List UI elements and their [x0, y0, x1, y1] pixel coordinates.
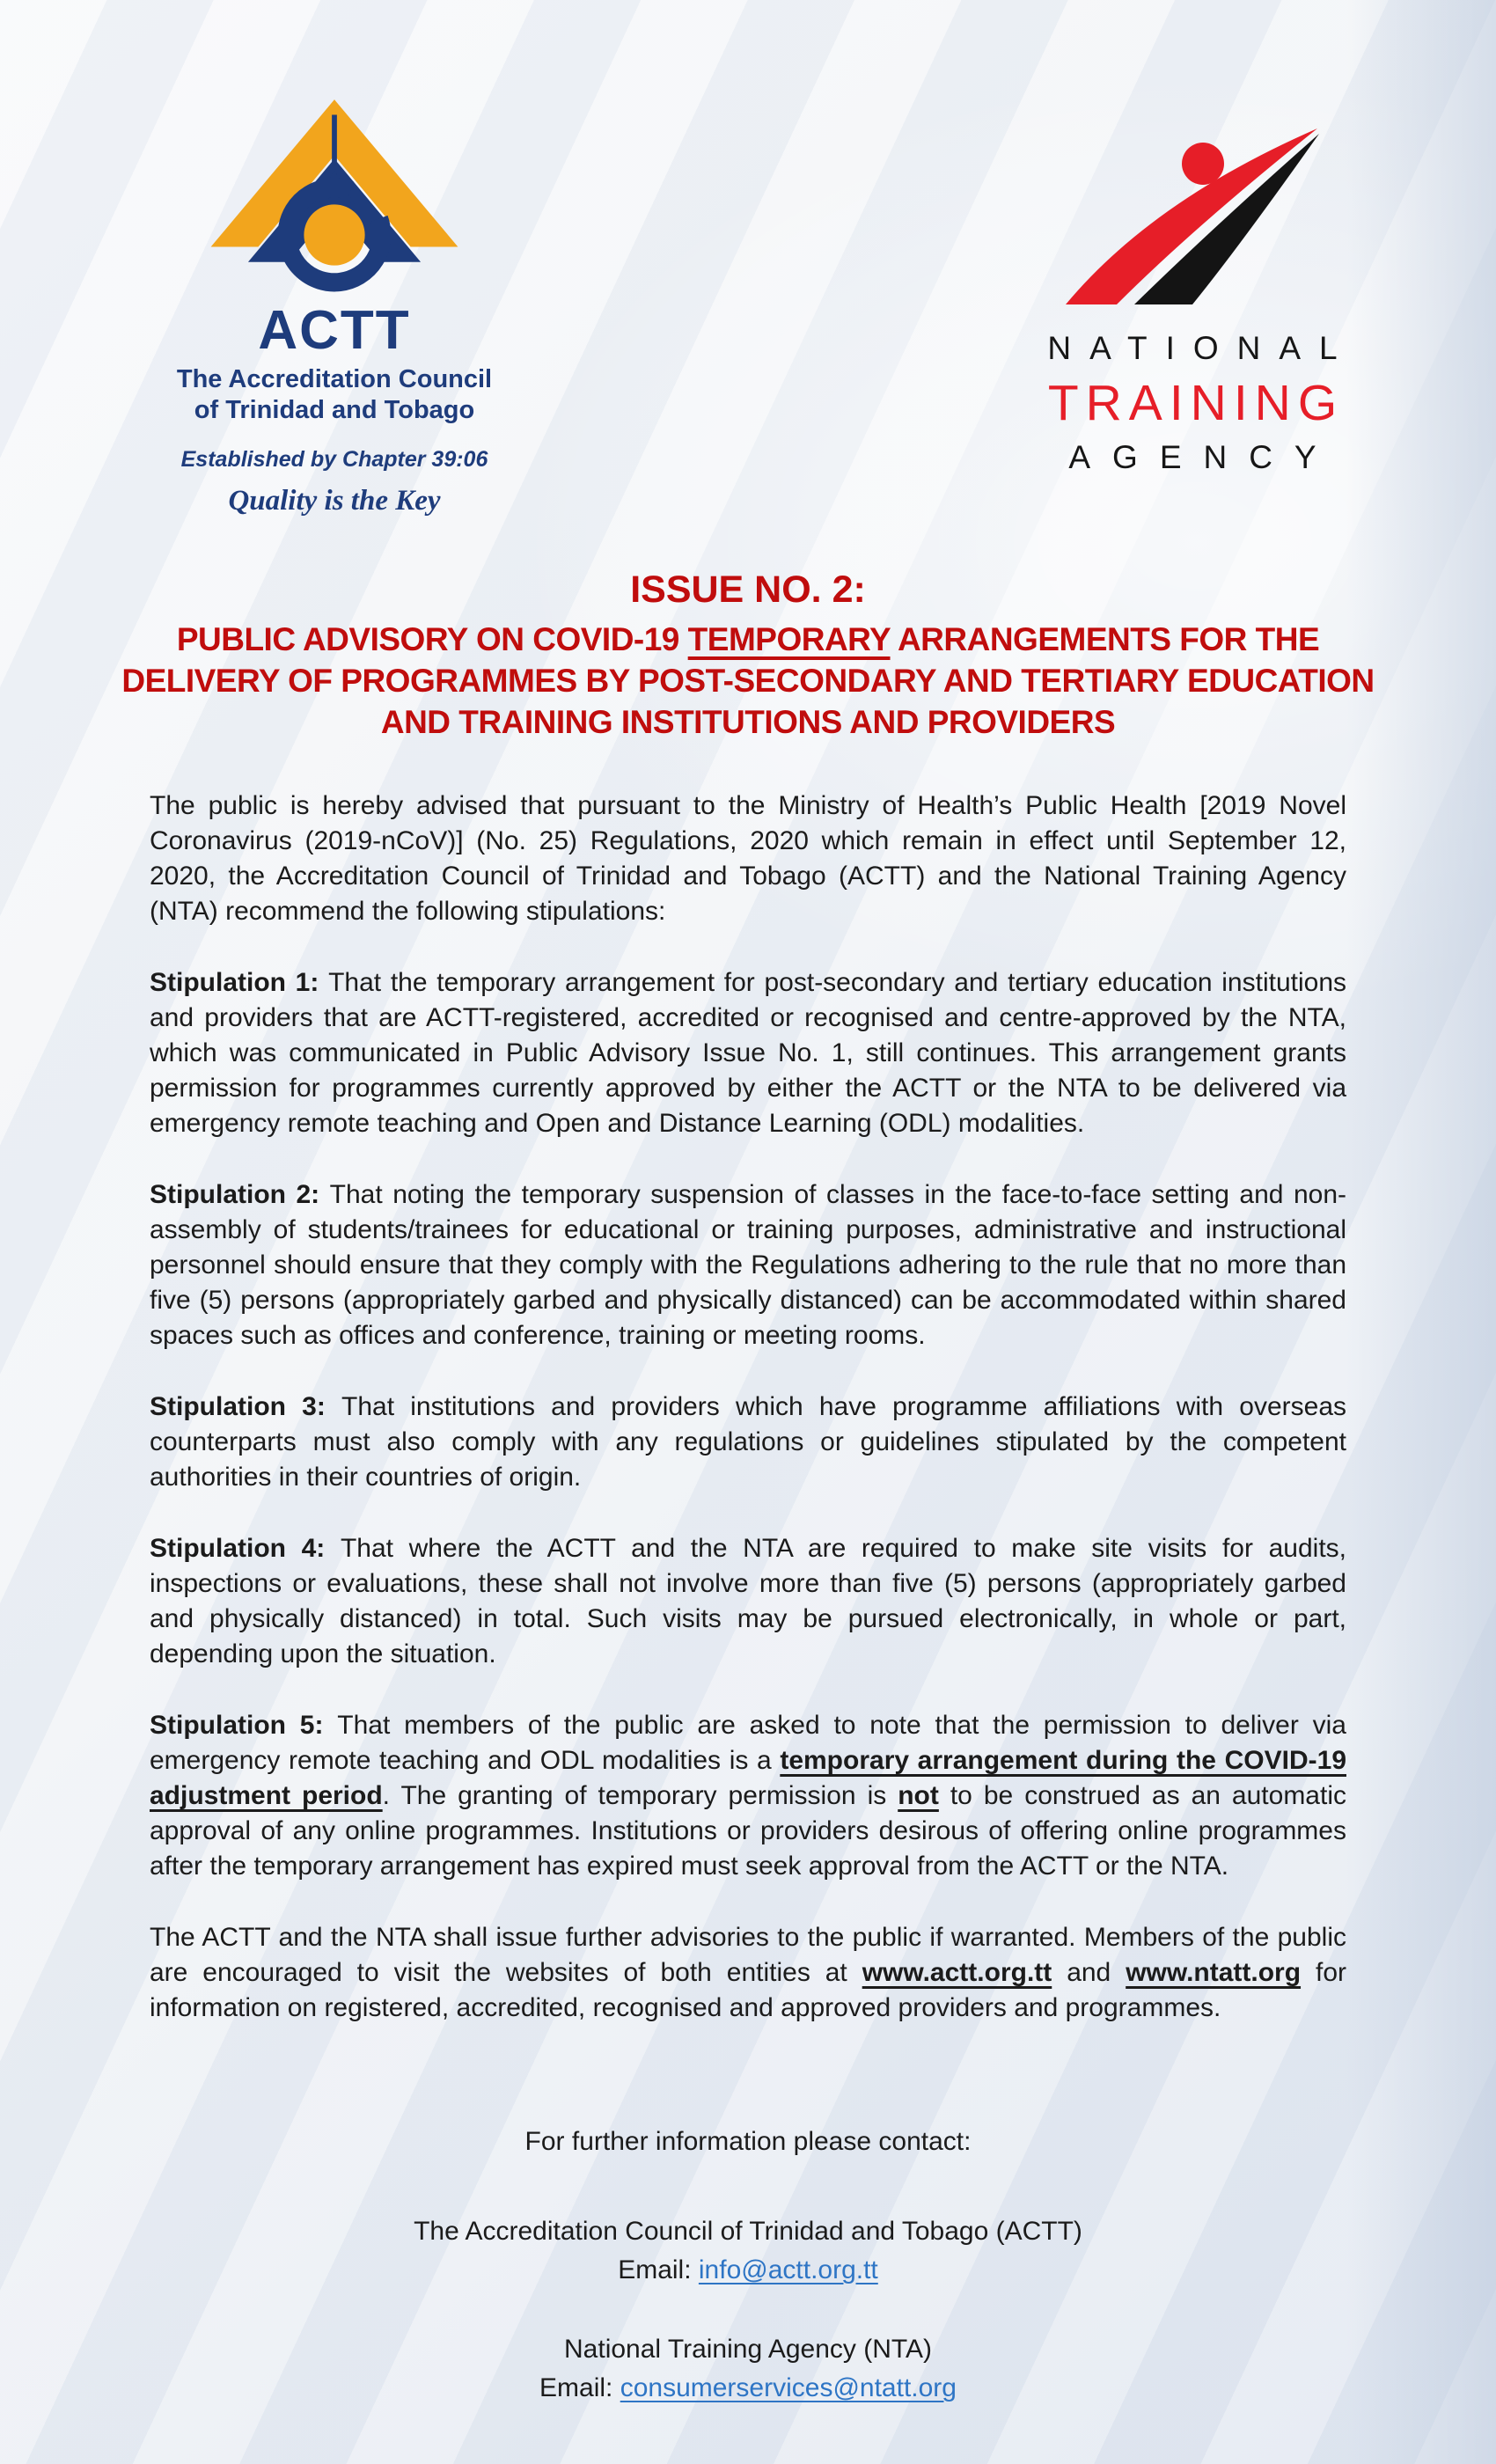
stipulation-2-paragraph: Stipulation 2: That noting the temporary suspension of classes in the face-to-face setting and non-assembly of students/trainees for educational or training purposes, administrative and instructional personnel should ensure that they comply with the Regulations adhering to the rule that no more than five (5) persons (appropriately garbed and physically distanced) can be accommodated within shared spaces such as offices and conference, training or meeting rooms.	[150, 1180, 1347, 1350]
advisory-title-heading: PUBLIC ADVISORY ON COVID-19 TEMPORARY ARRANGEMENTS FOR THE DELIVERY OF PROGRAMMES BY POST-SECONDARY AND TERTIARY EDUCATION AND TRAINING INSTITUTIONS AND PROVIDERS	[121, 621, 1375, 740]
nta-word-agency: AGENCY	[1068, 439, 1338, 475]
nta-logo-mark	[1060, 123, 1324, 312]
contact-intro: For further information please contact:	[524, 2127, 972, 2156]
stipulation-3-paragraph: Stipulation 3: That institutions and providers which have programme affiliations with overseas counterparts must also comply with any regulations or guidelines stipulated by the competent authorities in their countries of origin.	[150, 1392, 1346, 1492]
contact-actt-email-line	[0, 2251, 1496, 2290]
advisory-body	[0, 788, 1496, 2026]
title-block	[0, 568, 1496, 743]
stipulation-1-paragraph: Stipulation 1: That the temporary arrangement for post-secondary and tertiary education institutions and providers that are ACTT-registered, accredited or recognised and centre-approved by the NTA, which was communicated in Public Advisory Issue No. 1, still continues. This arrangement grants permission for programmes currently approved by either the ACTT or the NTA to be delivered via emergency remote teaching and Open and Distance Learning (ODL) modalities.	[150, 968, 1347, 1138]
nta-logo	[994, 81, 1390, 476]
actt-logo	[176, 81, 493, 517]
actt-email-label: Email:	[618, 2255, 699, 2284]
nta-word-national: NATIONAL	[1047, 330, 1356, 366]
actt-name-line2: of Trinidad and Tobago	[194, 396, 475, 424]
stipulation-5-paragraph: Stipulation 5: That members of the public are asked to note that the permission to deliver via emergency remote teaching and ODL modalities is a temporary arrangement during the COVID-19 adjustment period. The granting of temporary permission is not to be construed as an automatic approval of any online programmes. Institutions or providers desirous of offering online programmes after the temporary arrangement has expired must seek approval from the ACTT or the NTA.	[150, 1711, 1346, 1881]
contact-actt-name: The Accreditation Council of Trinidad and Tobago (ACTT)	[414, 2217, 1082, 2246]
actt-name	[176, 364, 493, 426]
nta-email-label: Email:	[539, 2373, 620, 2402]
contact-section	[0, 2123, 1496, 2408]
stipulation-4-paragraph: Stipulation 4: That where the ACTT and the NTA are required to make site visits for audits, inspections or evaluations, these shall not involve more than five (5) persons (appropriately garbed and physically distanced) in total. Such visits may be pursued electronically, in whole or part, depending upon the situation.	[150, 1534, 1346, 1668]
header-logos	[0, 0, 1496, 517]
contact-nta-name: National Training Agency (NTA)	[564, 2335, 932, 2364]
actt-logo-mark	[198, 81, 471, 301]
actt-tagline: Quality is the Key	[228, 485, 441, 517]
actt-established-text: Established by Chapter 39:06	[180, 447, 488, 472]
nta-word-training: TRAINING	[1047, 375, 1345, 431]
actt-name-line1: The Accreditation Council	[176, 365, 493, 393]
contact-nta-email-line	[0, 2369, 1496, 2408]
actt-acronym: ACTT	[258, 300, 411, 361]
intro-paragraph: The public is hereby advised that pursuant to the Ministry of Health’s Public Health [2019 Novel Coronavirus (2019-nCoV)] (No. 25) Regulations, 2020 which remain in effect until September 12, 2020, the Accreditation Council of Trinidad and Tobago (ACTT) and the National Training Agency (NTA) recommend the following stipulations:	[150, 791, 1346, 926]
actt-email-link[interactable]: info@actt.org.tt	[698, 2255, 878, 2284]
issue-number-heading: ISSUE NO. 2:	[630, 568, 866, 611]
nta-email-link[interactable]: consumerservices@ntatt.org	[620, 2373, 957, 2402]
closing-paragraph: The ACTT and the NTA shall issue further advisories to the public if warranted. Members of the public are encouraged to visit the websites of both entities at www.actt.org.tt and www.ntatt.org for information on registered, accredited, recognised and approved providers and programmes.	[150, 1923, 1346, 2022]
